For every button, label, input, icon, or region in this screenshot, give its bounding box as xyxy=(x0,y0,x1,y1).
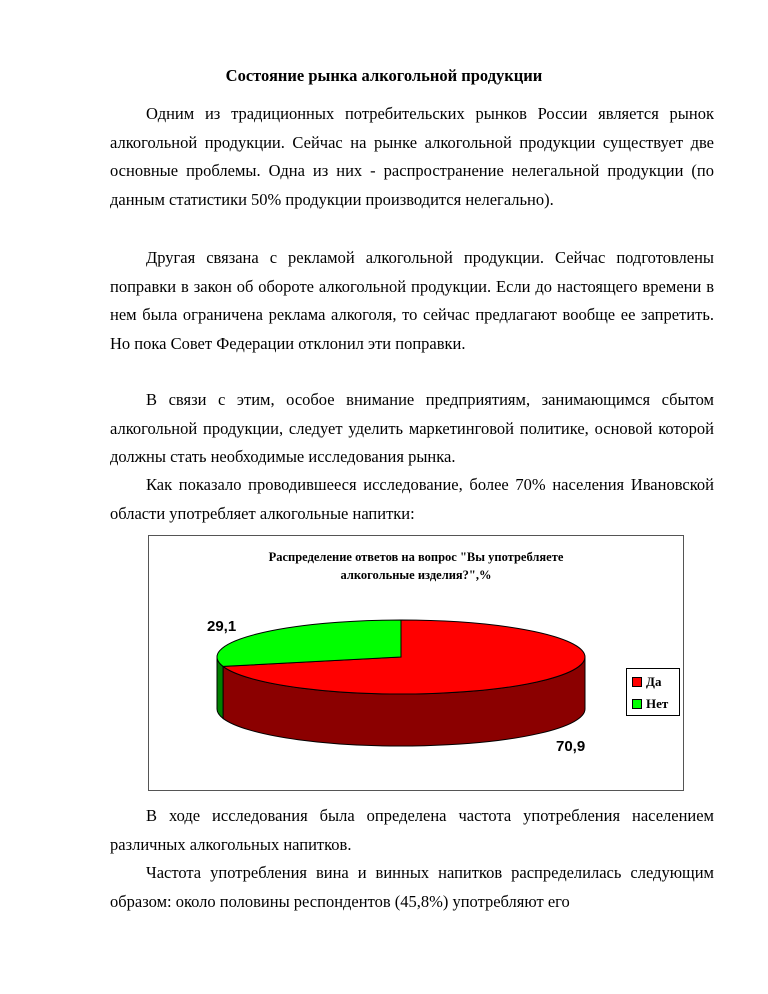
legend-swatch-net xyxy=(632,699,642,709)
chart-title-line-2: алкогольные изделия?",% xyxy=(340,568,492,582)
paragraph-4: Как показало проводившееся исследование, более 70% населения Ивановской области употребляет алкогольные напитки: xyxy=(110,475,714,523)
data-label-da: 70,9 xyxy=(556,738,586,755)
chart-legend xyxy=(626,668,680,716)
data-label-net: 29,1 xyxy=(207,618,237,635)
paragraph-5: В ходе исследования была определена частота употребления населением различных алкогольных напитков. xyxy=(110,806,714,854)
paragraph-2: Другая связана с рекламой алкогольной продукции. Сейчас подготовлены поправки в закон об обороте алкогольной продукции. Если до настоящего времени в нем была ограничена реклама алкоголя, то сейчас предлагают вообще ее запретить. Но пока Совет Федерации отклонил эти поправки. xyxy=(110,248,714,353)
document-title: Состояние рынка алкогольной продукции xyxy=(225,66,543,85)
paragraph-3: В связи с этим, особое внимание предприятиям, занимающимся сбытом алкогольной продукции, следует уделить маркетинговой политике, основой которой должны стать необходимые исследования рынка. xyxy=(110,390,714,467)
paragraph-6: Частота употребления вина и винных напитков распределилась следующим образом: около половины респондентов (45,8%) употребляют его xyxy=(110,863,714,911)
paragraph-1: Одним из традиционных потребительских рынков России является рынок алкогольной продукции. Сейчас на рынке алкогольной продукции существует две основные проблемы. Одна из них - распространение нелегальной продукции (по данным статистики 50% продукции производится нелегально). xyxy=(110,104,714,209)
legend-item-net xyxy=(627,694,679,713)
chart-title xyxy=(149,548,683,584)
pie-chart xyxy=(148,535,684,791)
chart-title-line-1: Распределение ответов на вопрос "Вы употребляете xyxy=(268,550,564,564)
legend-label-net: Нет xyxy=(646,695,669,711)
legend-label-da: Да xyxy=(646,673,662,689)
legend-item-da xyxy=(627,672,679,691)
legend-swatch-da xyxy=(632,677,642,687)
